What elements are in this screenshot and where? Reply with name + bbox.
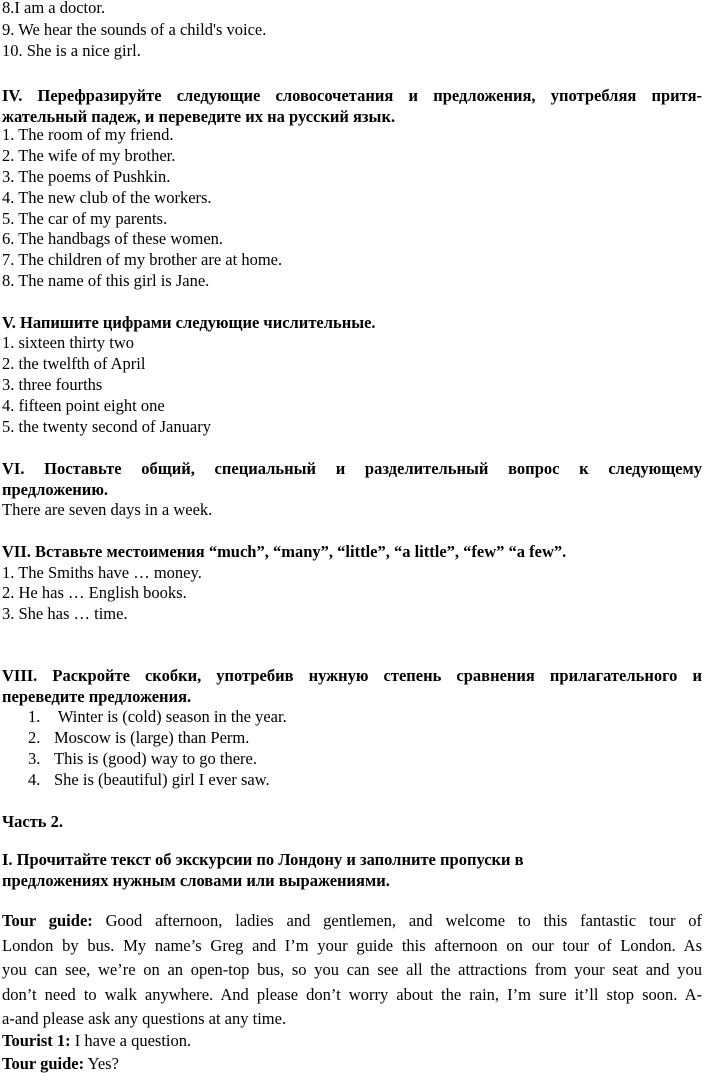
speaker-label: Tour guide: bbox=[2, 1054, 85, 1073]
list-item: 2. the twelfth of April bbox=[2, 354, 146, 373]
section-heading: I. Прочитайте текст об экскурсии по Лондону и заполните пропуски в предложениях нужным словами или выражениями. bbox=[2, 850, 524, 890]
list-item: 1. Winter is (cold) season in the year. bbox=[28, 707, 287, 726]
list-item: 3. This is (good) way to go there. bbox=[28, 749, 258, 768]
list-item: 1. sixteen thirty two bbox=[2, 333, 134, 352]
list-item: 1. The Smiths have … money. bbox=[2, 563, 202, 582]
speaker-label: Tour guide: bbox=[2, 911, 93, 930]
dialogue-line: Tour guide: Yes? bbox=[2, 1054, 119, 1073]
list-item: 10. She is a nice girl. bbox=[2, 41, 141, 60]
dialogue-line: Tourist 1: I have a question. bbox=[2, 1031, 192, 1050]
dialogue-paragraph: Tour guide: Good afternoon, ladies and gentlemen, and welcome to this fantastic tour of London by bus. My name’s Greg and I’m your guide this afternoon on our tour of London. As you can see, we’re on an open-top bus, so you can see all the attractions from your seat and you don’t need to walk anywhere. And please don’t worry about the rain, I’m sure it’ll stop soon. A- a-and please ask any questions at any time. bbox=[2, 911, 703, 1028]
speaker-label: Tourist 1: bbox=[2, 1031, 71, 1050]
list-item: 6. The handbags of these women. bbox=[2, 229, 224, 248]
list-item: 3. The poems of Pushkin. bbox=[2, 167, 171, 186]
part-title: Часть 2. bbox=[2, 812, 64, 831]
list-item: 7. The children of my brother are at home. bbox=[2, 250, 283, 269]
section-heading: VIII. Раскройте скобки, употребив нужную степень сравнения прилагательного и переведите предложения. bbox=[2, 666, 702, 706]
sentence: There are seven days in a week. bbox=[2, 500, 213, 519]
list-item: 1. The room of my friend. bbox=[2, 125, 174, 144]
list-item: 2. Moscow is (large) than Perm. bbox=[28, 728, 250, 747]
section-heading: VI. Поставьте общий, специальный и разделительный вопрос к следующему предложению. bbox=[2, 459, 702, 499]
list-item: 8. The name of this girl is Jane. bbox=[2, 271, 210, 290]
list-item: 8.I am a doctor. bbox=[2, 0, 106, 17]
section-heading: VII. Вставьте местоимения “much”, “many”, “little”, “a little”, “few” “a few”. bbox=[2, 542, 567, 561]
section-heading: V. Напишите цифрами следующие числительные. bbox=[2, 313, 376, 332]
list-item: 4. fifteen point eight one bbox=[2, 396, 165, 415]
list-item: 3. She has … time. bbox=[2, 604, 128, 623]
list-item: 9. We hear the sounds of a child's voice. bbox=[2, 20, 267, 39]
list-item: 3. three fourths bbox=[2, 375, 103, 394]
list-item: 4. The new club of the workers. bbox=[2, 188, 212, 207]
list-item: 2. The wife of my brother. bbox=[2, 146, 176, 165]
list-item: 4. She is (beautiful) girl I ever saw. bbox=[28, 770, 270, 789]
list-item: 5. the twenty second of January bbox=[2, 417, 211, 436]
section-heading: IV. Перефразируйте следующие словосочетания и предложения, употребляя притя- жательный падеж, и переведите их на русский язык. bbox=[2, 86, 702, 126]
list-item: 5. The car of my parents. bbox=[2, 209, 168, 228]
list-item: 2. He has … English books. bbox=[2, 583, 187, 602]
